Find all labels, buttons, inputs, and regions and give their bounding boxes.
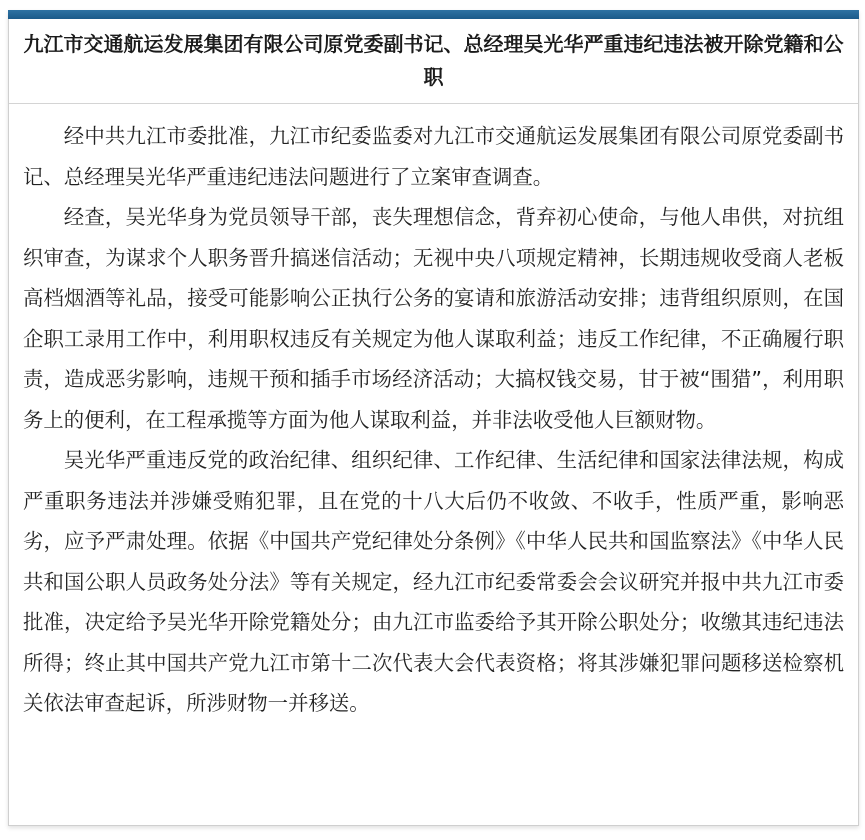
paragraph: 吴光华严重违反党的政治纪律、组织纪律、工作纪律、生活纪律和国家法律法规，构成严重职务违法并涉嫌受贿犯罪，且在党的十八大后仍不收敛、不收手，性质严重，影响恶劣，应予严肃处理。依据《中国共产党纪律处分条例》《中华人民共和国监察法》《中华人民共和国公职人员政务处分法》等有关规定，经九江市纪委常委会会议研究并报中共九江市委批准，决定给予吴光华开除党籍处分；由九江市监委给予其开除公职处分；收缴其违纪违法所得；终止其中国共产党九江市第十二次代表大会代表资格；将其涉嫌犯罪问题移送检察机关依法审查起诉，所涉财物一并移送。 [23,448,844,715]
article-body [9,104,858,724]
article-card [8,10,859,826]
paragraph: 经查，吴光华身为党员领导干部，丧失理想信念，背弃初心使命，与他人串供，对抗组织审查，为谋求个人职务晋升搞迷信活动；无视中央八项规定精神，长期违规收受商人老板高档烟酒等礼品，接受可能影响公正执行公务的宴请和旅游活动安排；违背组织原则，在国企职工录用工作中，利用职权违反有关规定为他人谋取利益；违反工作纪律，不正确履行职责，造成恶劣影响，违规干预和插手市场经济活动；大搞权钱交易，甘于被“围猎”，利用职务上的便利，在工程承揽等方面为他人谋取利益，并非法收受他人巨额财物。 [23,205,844,432]
paragraph: 经中共九江市委批准，九江市纪委监委对九江市交通航运发展集团有限公司原党委副书记、总经理吴光华严重违纪违法问题进行了立案审查调查。 [23,124,844,189]
accent-bar [8,10,859,19]
article-title: 九江市交通航运发展集团有限公司原党委副书记、总经理吴光华严重违纪违法被开除党籍和公职 [9,19,858,104]
